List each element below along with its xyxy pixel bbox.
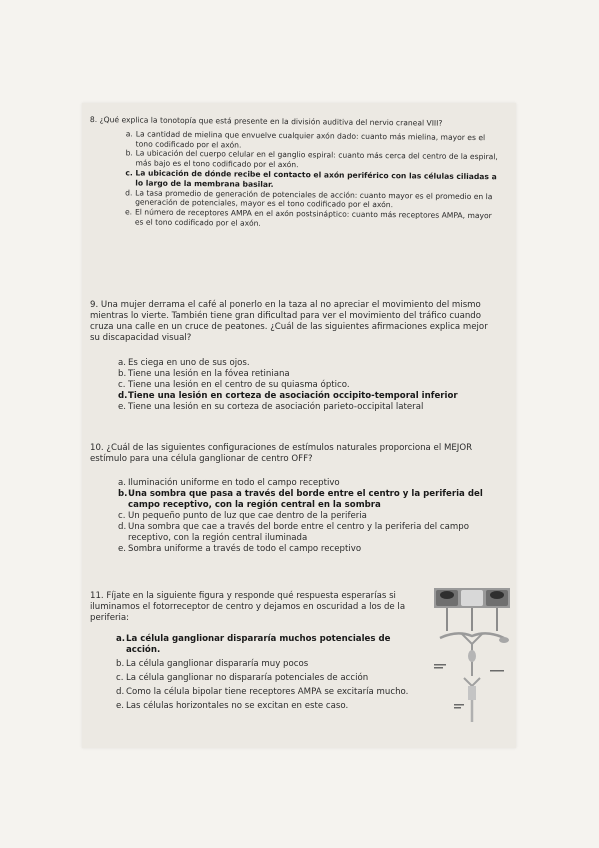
option-9b (118, 369, 500, 380)
question-11-text: 11. Fíjate en la siguiente figura y responde qué respuesta esperarías si iluminamos el fotorreceptor de centro y dejamos en oscuridad a los de la periferia: (90, 591, 406, 623)
option-text: Las células horizontales no se excitan en este caso. (126, 701, 349, 711)
option-key: b. (118, 369, 127, 379)
option-9e (118, 402, 500, 413)
option-key: a. (118, 478, 126, 488)
option-text: Un pequeño punto de luz que cae dentro de la periferia (128, 511, 367, 521)
option-key: c. (125, 168, 133, 178)
option-text: Tiene una lesión en el centro de su quiasma óptico. (128, 380, 350, 390)
option-text: La célula ganglionar no dispararía potenciales de acción (126, 673, 369, 683)
option-key: a. (125, 129, 133, 139)
option-key: c. (116, 673, 124, 683)
option-key: a. (116, 634, 126, 644)
option-10a (118, 478, 500, 489)
option-10d (118, 522, 500, 544)
option-11e (116, 701, 420, 712)
option-8e (125, 208, 499, 232)
option-key: d. (118, 391, 128, 401)
option-10e (118, 544, 500, 555)
option-key: c. (118, 511, 126, 521)
receptor-stalks (447, 608, 497, 631)
exam-page (82, 103, 516, 748)
option-text: Iluminación uniforme en todo el campo receptivo (128, 478, 340, 488)
option-9d-correct (118, 391, 500, 402)
option-key: c. (118, 380, 126, 390)
ganglion-cell-body (468, 686, 476, 700)
option-key: e. (124, 207, 133, 217)
option-9c (118, 380, 500, 391)
retina-circuit-figure (432, 586, 512, 726)
question-10-text: 10. ¿Cuál de las siguientes configuraciones de estímulos naturales proporciona el MEJOR estímulo para una célula ganglionar de centro OFF? (90, 443, 473, 464)
option-key: d. (125, 187, 133, 198)
option-10b-correct (118, 489, 500, 511)
horizontal-cell-body (499, 637, 509, 643)
question-8 (89, 115, 500, 231)
option-text: La ubicación de dónde recibe el contacto el axón periférico con las células ciliadas a lo largo de la membrana basilar. (135, 168, 497, 189)
option-text: La ubicación del cuerpo celular en el ganglio espiral: cuanto más cerca del centro de la espiral, más bajo es el tono codificado por el axón. (135, 148, 498, 170)
question-11 (90, 591, 420, 715)
option-key: b. (116, 659, 125, 669)
option-text: Tiene una lesión en corteza de asociación occipito-temporal inferior (128, 391, 458, 401)
option-11d (116, 687, 420, 698)
option-key: d. (116, 687, 125, 697)
question-11-options (90, 634, 420, 712)
option-9a (118, 358, 500, 369)
option-text: Una sombra que pasa a través del borde entre el centro y la periferia del campo receptivo, con la región central en la sombra (128, 489, 483, 510)
bipolar-cell-body (468, 650, 476, 662)
option-text: La célula ganglionar dispararía muy pocos (126, 659, 309, 669)
option-key: e. (118, 544, 127, 554)
option-key: e. (116, 701, 125, 711)
question-10-options (90, 478, 500, 555)
option-text: Una sombra que cae a través del borde entre el centro y la periferia del campo receptivo, con la región central iluminada (128, 522, 470, 543)
option-11a-correct (116, 634, 420, 656)
dark-spot-left (440, 591, 454, 599)
option-text: La célula ganglionar dispararía muchos potenciales de acción. (126, 634, 391, 655)
option-text: Es ciega en uno de sus ojos. (128, 358, 250, 368)
question-8-options (89, 129, 500, 231)
ganglion-dendrites (464, 678, 480, 686)
question-10 (90, 443, 500, 555)
option-key: b. (125, 148, 133, 158)
option-text: El número de receptores AMPA en el axón postsináptico: cuanto más receptores AMPA, mayor es el tono codificado por el axón. (134, 207, 492, 228)
option-11c (116, 673, 420, 684)
horizontal-cell (440, 633, 504, 638)
question-9-text: 9. Una mujer derrama el café al ponerlo en la taza al no apreciar el movimiento del mismo mientras lo vierte. También tiene gran dificultad para ver el movimiento del tráfico cuando cruza una calle en un cruce de peatones. ¿Cuál de las siguientes afirmaciones explica mejor su discapacidad visual? (90, 300, 488, 343)
photoreceptor-center (461, 590, 483, 606)
option-key: b. (118, 489, 128, 499)
option-text: Tiene una lesión en la fóvea retiniana (128, 369, 290, 379)
option-10c (118, 511, 500, 522)
question-8-text: 8. ¿Qué explica la tonotopía que está presente en la división auditiva del nervio craneal VIII? (89, 115, 443, 128)
option-key: d. (118, 522, 127, 532)
option-text: La tasa promedio de generación de potenciales de acción: cuanto mayor es el promedio en la generación de potenciales, mayor es el tono codificado por el axón. (135, 188, 493, 210)
option-text: Tiene una lesión en su corteza de asociación parieto-occipital lateral (128, 402, 424, 412)
option-key: e. (118, 402, 127, 412)
option-text: Como la célula bipolar tiene receptores AMPA se excitaría mucho. (126, 687, 409, 697)
dark-spot-right (490, 591, 504, 599)
question-9-options (90, 358, 500, 413)
option-text: Sombra uniforme a través de todo el campo receptivo (128, 544, 362, 554)
option-key: a. (118, 358, 126, 368)
option-11b (116, 659, 420, 670)
option-text: La cantidad de mielina que envuelve cualquier axón dado: cuanto más mielina, mayor es el tono codificado por el axón. (135, 129, 486, 150)
question-9 (90, 300, 500, 413)
